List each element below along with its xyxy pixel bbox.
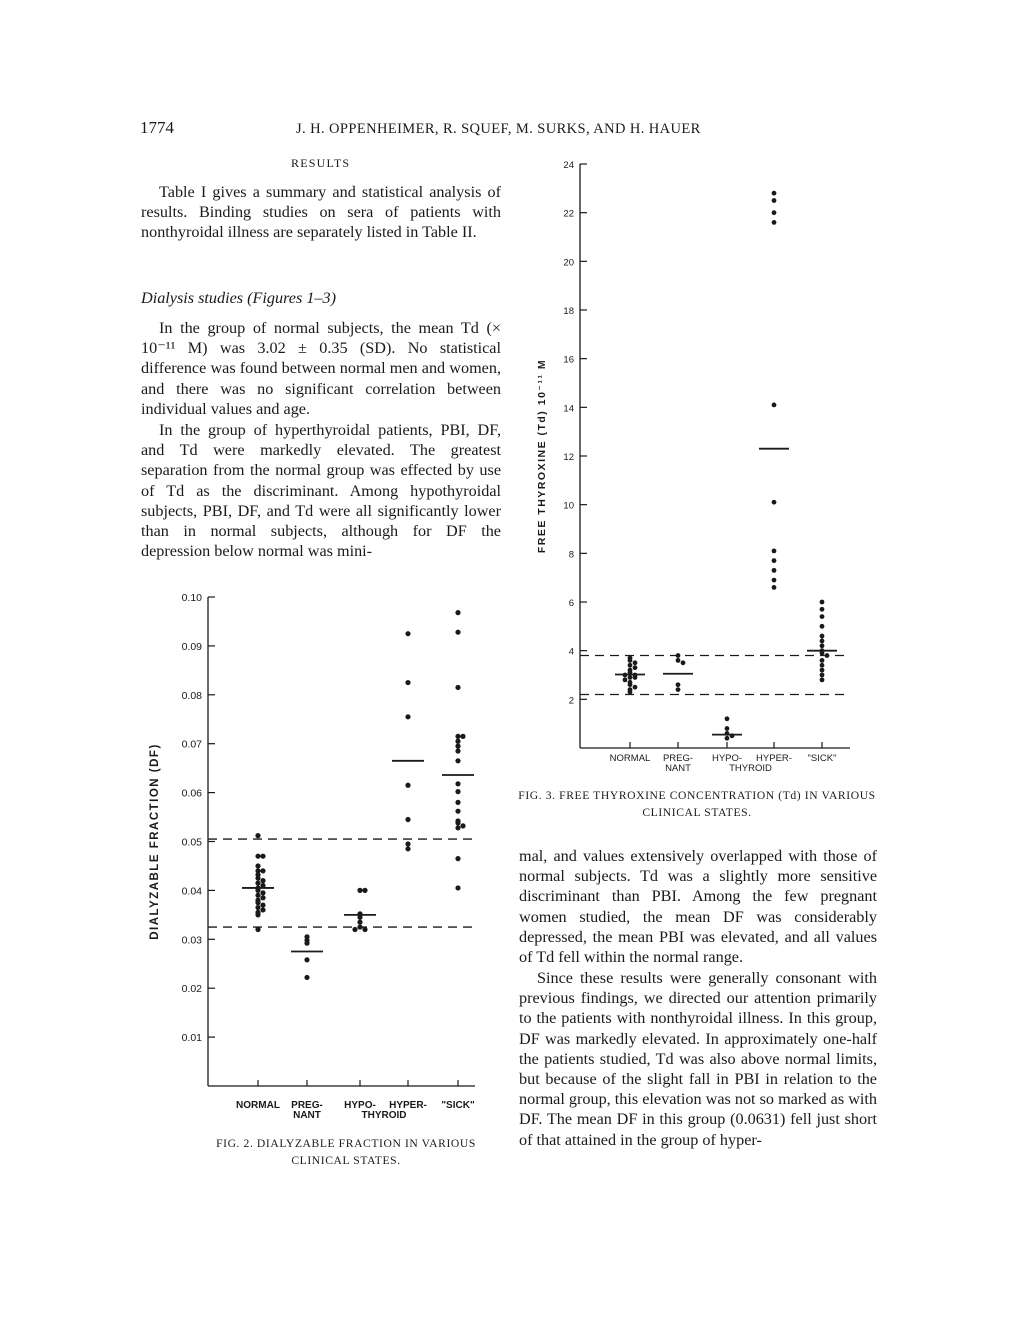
data-point — [405, 846, 410, 851]
data-point — [772, 403, 777, 408]
y-tick-label: 0.02 — [181, 983, 202, 996]
data-point — [772, 578, 777, 583]
x-category-label: HYPER- — [756, 753, 792, 764]
data-point — [352, 927, 357, 932]
data-point — [772, 191, 777, 196]
x-category-label: NANT — [293, 1110, 321, 1120]
y-tick-label: 22 — [563, 208, 574, 220]
data-point — [455, 744, 460, 749]
x-category-label: THYROID — [729, 763, 772, 774]
y-axis-title: DIALYZABLE FRACTION (DF) — [149, 743, 161, 940]
data-point — [676, 658, 681, 663]
data-point — [260, 878, 265, 883]
data-point — [255, 912, 260, 917]
data-point — [820, 677, 825, 682]
y-tick-label: 18 — [563, 306, 574, 317]
data-point — [820, 643, 825, 648]
y-tick-label: 4 — [568, 646, 574, 658]
x-category-label: NANT — [665, 763, 691, 774]
y-tick-label: 20 — [563, 257, 574, 269]
data-point — [405, 783, 410, 788]
paragraph-2: In the group of normal subjects, the mean Td (× 10⁻¹¹ M) was 3.02 ± 0.35 (SD). No statistical difference was found between normal men and women, and there was no significant correlation between individual values and age. — [141, 319, 501, 418]
data-point — [455, 781, 460, 786]
data-point — [633, 665, 638, 670]
y-tick-label: 0.04 — [181, 885, 202, 898]
data-point — [628, 682, 633, 687]
data-point — [405, 631, 410, 636]
paragraph-5: Since these results were generally consonant with previous findings, we directed our attention primarily to the patients with nonthyroidal illness. In this group, DF was markedly elevated. In approximately one-half the patients studied, Td was also above normal limits, but because of the slight fall in PBI in relation to the normal group, this elevation was not so marked as with DF. The mean DF in this group (0.0631) fell just short of that attained in the group of hyper- — [519, 969, 877, 1149]
data-point — [255, 833, 260, 838]
data-point — [676, 687, 681, 692]
data-point — [357, 920, 362, 925]
running-head: J. H. OPPENHEIMER, R. SQUEF, M. SURKS, AND H. HAUER — [296, 121, 701, 137]
y-tick-label: 0.10 — [181, 592, 202, 604]
data-point — [455, 748, 460, 753]
data-point — [255, 905, 260, 910]
data-point — [255, 927, 260, 932]
data-point — [255, 880, 260, 885]
y-tick-label: 0.09 — [181, 640, 202, 653]
data-point — [820, 658, 825, 663]
x-category-label: "SICK" — [441, 1100, 475, 1111]
data-point — [633, 675, 638, 680]
x-category-label: PREG- — [291, 1100, 323, 1111]
figure-3-chart — [525, 150, 880, 790]
data-point — [455, 758, 460, 763]
data-point — [772, 210, 777, 215]
data-point — [820, 639, 825, 644]
data-point — [255, 876, 260, 881]
figure-3-caption: FIG. 3. FREE THYROXINE CONCENTRATION (Td) IN VARIOUS CLINICAL STATES. — [518, 789, 876, 819]
y-tick-label: 24 — [563, 160, 574, 171]
data-point — [820, 607, 825, 612]
y-tick-label: 0.03 — [181, 934, 202, 947]
y-tick-label: 2 — [568, 695, 574, 707]
subheading: Dialysis studies (Figures 1–3) — [141, 289, 336, 307]
data-point — [260, 854, 265, 859]
x-category-label: HYPER- — [389, 1100, 427, 1111]
data-point — [820, 614, 825, 619]
y-tick-label: 0.07 — [181, 738, 202, 751]
data-point — [455, 800, 460, 805]
y-axis-title: FREE THYROXINE (Td) 10⁻¹¹ M — [536, 358, 548, 554]
data-point — [455, 685, 460, 690]
data-point — [304, 941, 309, 946]
data-point — [623, 677, 628, 682]
data-point — [405, 817, 410, 822]
data-point — [362, 888, 367, 893]
x-category-label: HYPO- — [711, 753, 743, 764]
y-tick-label: 12 — [563, 452, 574, 463]
data-point — [405, 680, 410, 685]
data-point — [725, 726, 730, 731]
paragraph-3: In the group of hyperthyroidal patients, PBI, DF, and Td were markedly elevated. The greatest separation from the normal group was effected by use of Td as the discriminant. Among hypothyroidal subjects, PBI, DF, and Td were all significantly lower than in normal subjects, although for DF the depression below normal was mini- — [141, 421, 501, 561]
data-point — [455, 739, 460, 744]
data-point — [772, 568, 777, 573]
data-point — [681, 660, 686, 665]
data-point — [725, 736, 730, 741]
data-point — [260, 868, 265, 873]
section-heading: RESULTS — [291, 156, 351, 170]
data-point — [455, 856, 460, 861]
y-tick-label: 16 — [563, 354, 574, 366]
data-point — [455, 885, 460, 890]
data-point — [676, 682, 681, 687]
data-point — [255, 863, 260, 868]
data-point — [255, 893, 260, 898]
y-tick-label: 0.06 — [181, 787, 202, 800]
data-point — [628, 663, 633, 668]
x-category-label: HYPO- — [344, 1100, 376, 1111]
y-tick-label: 8 — [568, 549, 574, 561]
x-category-label: PREG- — [662, 753, 694, 764]
data-point — [820, 673, 825, 678]
data-point — [820, 668, 825, 673]
page-number: 1774 — [140, 118, 174, 137]
data-point — [772, 558, 777, 563]
data-point — [455, 734, 460, 739]
x-category-label: "SICK" — [807, 753, 837, 764]
data-point — [725, 716, 730, 721]
data-point — [260, 890, 265, 895]
data-point — [455, 809, 460, 814]
data-point — [633, 660, 638, 665]
data-point — [304, 975, 309, 980]
x-category-label: NORMAL — [236, 1100, 280, 1111]
figure-2-caption: FIG. 2. DIALYZABLE FRACTION IN VARIOUS CLINICAL STATES. — [216, 1137, 476, 1167]
data-point — [455, 610, 460, 615]
data-point — [260, 907, 265, 912]
data-point — [820, 634, 825, 639]
paragraph-4: mal, and values extensively overlapped with those of normal subjects. Td was a slightly more sensitive discriminant than PBI. Among the few pregnant women studied, the mean DF was considerably depressed, the mean PBI was elevated, and all values of Td fell within the normal range. — [519, 847, 877, 967]
y-tick-label: 0.05 — [181, 836, 202, 849]
data-point — [455, 825, 460, 830]
data-point — [772, 500, 777, 505]
data-point — [405, 714, 410, 719]
data-point — [455, 820, 460, 825]
data-point — [405, 841, 410, 846]
x-category-label: NORMAL — [609, 753, 651, 764]
data-point — [455, 630, 460, 635]
data-point — [628, 690, 633, 695]
data-point — [628, 675, 633, 680]
data-point — [362, 927, 367, 932]
data-point — [260, 902, 265, 907]
data-point — [357, 888, 362, 893]
data-point — [772, 220, 777, 225]
data-point — [255, 854, 260, 859]
data-point — [825, 653, 830, 658]
data-point — [633, 685, 638, 690]
y-tick-label: 0.08 — [181, 689, 202, 702]
data-point — [455, 789, 460, 794]
x-category-label: THYROID — [361, 1110, 407, 1120]
y-tick-label: 0.01 — [181, 1032, 202, 1045]
data-point — [357, 924, 362, 929]
data-point — [260, 895, 265, 900]
y-tick-label: 10 — [563, 500, 574, 512]
paragraph-1: Table I gives a summary and statistical analysis of results. Binding studies on sera of patients with nonthyroidal illness are separately listed in Table II. — [141, 183, 501, 242]
y-tick-label: 6 — [568, 598, 574, 609]
data-point — [255, 900, 260, 905]
data-point — [820, 600, 825, 605]
data-point — [820, 624, 825, 629]
data-point — [460, 734, 465, 739]
data-point — [820, 663, 825, 668]
data-point — [772, 198, 777, 203]
data-point — [304, 957, 309, 962]
data-point — [460, 823, 465, 828]
figure-2-chart — [130, 580, 500, 1120]
data-point — [676, 653, 681, 658]
data-point — [772, 549, 777, 554]
data-point — [628, 658, 633, 663]
y-tick-label: 14 — [563, 403, 574, 415]
data-point — [772, 585, 777, 590]
